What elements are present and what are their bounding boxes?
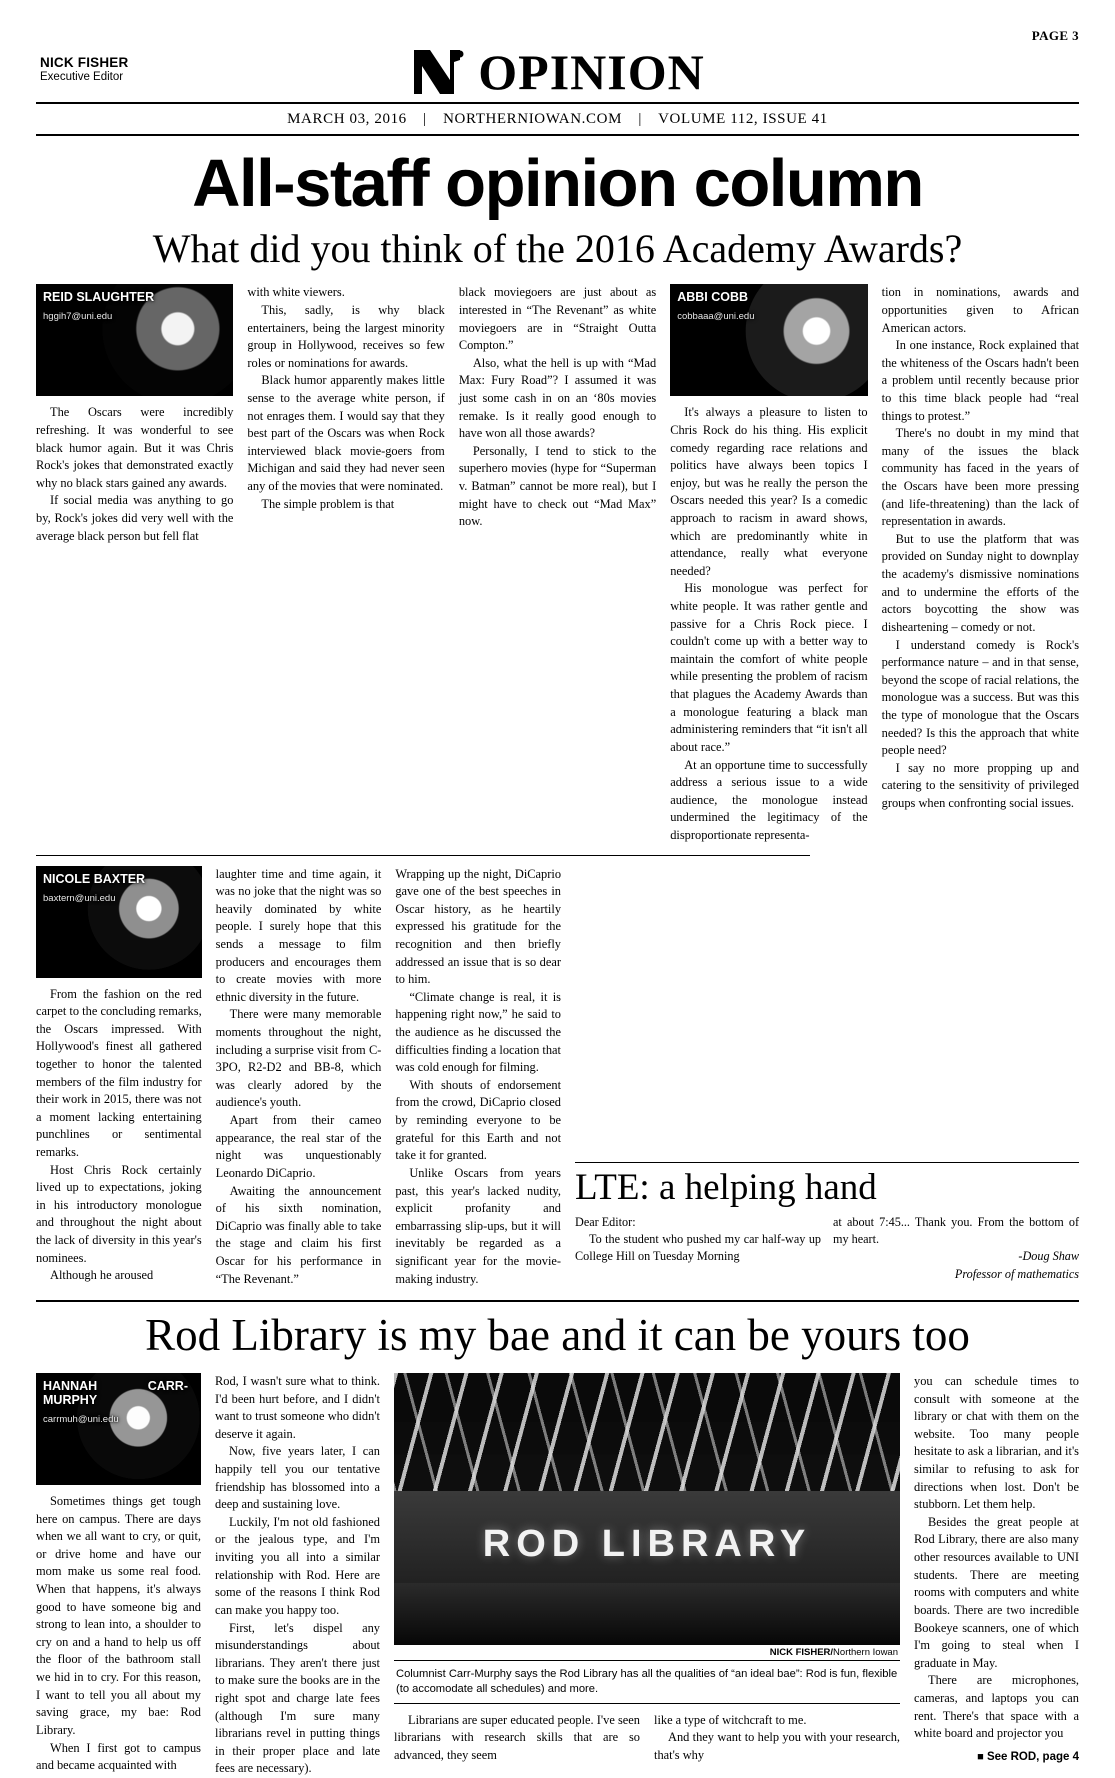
paragraph: To the student who pushed my car half-way up College Hill on Tuesday Morning [575, 1231, 822, 1264]
jump-label: See ROD, page 4 [986, 1750, 1079, 1763]
paragraph: But to use the platform that was provided on Sunday night to downplay the academy's dismissive nominations and to undermine the efforts of the actors boycotting the show was disheartening – comedy or not. [881, 531, 1080, 634]
paragraph: Librarians are super educated people. I've seen librarians with research skills that are so advanced, they seem [394, 1712, 640, 1762]
paragraph: Apart from their cameo appearance, the real star of the night was unquestionably Leonardo DiCaprio. [215, 1113, 382, 1180]
paragraph: First, let's dispel any misunderstandings about librarians. They aren't there just to make sure the books are in the right spot and charge late fees (although I'm sure many librarians revel in putting things in their proper place and late fees are necessary). [215, 1620, 380, 1776]
dateline-sep-1: | [423, 111, 427, 127]
paragraph: Host Chris Rock certainly lived up to expectations, joking in his introductory monologue and throughout the night about the lack of diversity in this year's nominees. [36, 1162, 202, 1265]
paragraph: Besides the great people at Rod Library, there are also many other resources available to UNI students. There are meeting rooms with computers and white boards. There are two incredible Bookeye scanners, one of which I'm going to steal when I graduate in May. [914, 1514, 1079, 1670]
sub-headline: What did you think of the 2016 Academy Awards? [152, 226, 963, 272]
story1-col-7 [216, 866, 382, 1289]
paragraph: Rod, I wasn't sure what to think. I'd been hurt before, and I didn't want to trust someone who didn't deserve it again. [215, 1373, 380, 1441]
page-number: PAGE 3 [1031, 28, 1079, 43]
paragraph: From the fashion on the red carpet to the concluding remarks, the Oscars impressed. With Hollywood's finest all gathered together to honor the talented members of the film industry for their work in 2015, there was not a moment lacking entertaining punchlines or sentimental remarks. [36, 986, 202, 1160]
story1-col-4 [670, 284, 867, 844]
dateline-volume: VOLUME 112, ISSUE 41 [658, 111, 828, 127]
story2-photo-sub-columns [394, 1712, 900, 1765]
dateline-rule [36, 134, 1079, 136]
paragraph: Black humor apparently makes little sense to the average white person, if not enrages them. I would say that they best part of the Oscars was when Rock interviewed black movie-goers from Michigan and said they had never seen any of the movies that were nominated. [247, 373, 445, 494]
paragraph: black moviegoers are just about as interested in “The Revenant” as white moviegoers are in “Straight Outta Compton.” [458, 285, 657, 353]
story1-col-1 [36, 284, 233, 844]
paragraph: And they want to help you with your research, that's why [654, 1730, 900, 1762]
lte-col-left [575, 1214, 821, 1283]
story1-columns-lower [36, 866, 1079, 1289]
story2-columns [36, 1373, 1079, 1778]
section-header [0, 46, 1115, 98]
paragraph: Unlike Oscars from years past, this year's lacked nudity, explicit profanity and embarrassing slip-ups, but it will inevitably be regarded as a significant year for the movie-making industry. [395, 1165, 562, 1286]
story1-col-3 [459, 284, 656, 844]
paragraph: There's no doubt in my mind that many of the issues the black community has faced in the years of the Oscars have been more pressing (and life-threatening) than the lack of representation in awards. [881, 426, 1080, 529]
paragraph: you can schedule times to consult with someone at the library or chat with them on the website. Too many people hesitate to ask a librarian, and it's similar to refusing to ask for directions when lost. Don't be stubborn. Let them help. [914, 1373, 1079, 1512]
byline-photo-reid-slaughter [36, 284, 233, 396]
story1-inner-rule [36, 855, 810, 856]
story1-col-8 [395, 866, 561, 1289]
paragraph: Luckily, I'm not old fashioned or the jealous type, and I'm inviting you all into a similar relationship with Rod. Here are some of the reasons I think Rod can make you happy too. [215, 1514, 380, 1617]
byline-name: NICOLE BAXTER [43, 871, 146, 886]
paragraph: When I first got to campus and became acquainted with [36, 1740, 201, 1773]
paragraph: The simple problem is that [261, 496, 395, 511]
paragraph: Personally, I tend to stick to the superhero movies (hype for “Superman v. Batman” cannot be more real), but I might have to check out “Mad Max” now. [458, 443, 657, 529]
photo-credit-photographer: NICK FISHER/ [769, 1646, 834, 1658]
paragraph: Wrapping up the night, DiCaprio gave one of the best speeches in Oscar history, as he heartily expressed his gratitude for the recognition and then briefly addressed an issue that is so dear to him. [395, 866, 562, 987]
main-headline: All-staff opinion column [192, 146, 923, 221]
story2-col-4 [914, 1373, 1079, 1778]
dateline [0, 104, 1115, 134]
paragraph: Also, what the hell is up with “Mad Max: Fury Road”? I assumed it was just some cash in on an ‘80s movies remake. Is it really good enough to have won all those awards? [458, 355, 657, 441]
byline-email: hggih7@uni.edu [43, 311, 113, 323]
section-title: OPINION [478, 44, 705, 100]
masthead [0, 0, 1115, 100]
paragraph: Awaiting the announcement of his sixth nomination, DiCaprio was finally able to take the stage and claim his first Oscar for his performance in “The Revenant.” [215, 1183, 382, 1286]
jump-marker-icon: ■ [977, 1750, 984, 1763]
photo-ceiling [394, 1373, 900, 1493]
byline-photo-hannah-carr-murphy [36, 1373, 201, 1485]
paragraph: Dear Editor: [575, 1214, 636, 1229]
paragraph: His monologue was perfect for white people. It was rather gentle and passive for a Chris Rock piece. I couldn't come up with a better way to maintain the comfort of white people while presenting the problem of racism that plagues the Academy Awards than a monologue featuring a black man administering reminders that “it isn't all about race.” [670, 581, 868, 754]
paragraph: This, sadly, is why black entertainers, being the largest minority group in Hollywood, receives so few roles or nominations for awards. [247, 302, 445, 370]
paragraph: There are microphones, cameras, and laptops you can rent. There's that space with a white board and projector you [914, 1673, 1079, 1741]
rod-library-photo [394, 1373, 900, 1645]
photo-credit-publication: Northern Iowan [833, 1646, 898, 1658]
lte-signature: -Doug Shaw [1018, 1249, 1080, 1264]
lte-headline: LTE: a helping hand [575, 1166, 877, 1208]
paragraph: I say no more propping up and catering to the sensitivity of privileged groups when confronting social issues. [881, 760, 1080, 810]
paragraph: There were many memorable moments throughout the night, including a surprise visit from C-3PO, R2-D2 and BB-8, which was clearly adored by the audience's youth. [215, 1007, 382, 1110]
paragraph: with white viewers. [247, 285, 345, 300]
paragraph: The Oscars were incredibly refreshing. It was wonderful to see black humor again. But it was Chris Rock's jokes that demonstrated exactly why no black stars gained any awards. [36, 405, 234, 490]
lte-rule [575, 1162, 1079, 1163]
paragraph: at about 7:45... Thank you. From the bottom of my heart. [833, 1214, 1080, 1246]
byline-name: HANNAH CARR-MURPHY [43, 1378, 188, 1407]
story2-photo-block [394, 1373, 900, 1778]
story2-top-rule [36, 1300, 1079, 1302]
story2-col-2 [215, 1373, 380, 1778]
story2-col-3 [394, 1712, 640, 1765]
paragraph: Although he aroused [50, 1268, 154, 1283]
byline-email: carrmuh@uni.edu [43, 1413, 119, 1425]
ni-logo-icon [410, 46, 466, 98]
byline-name: ABBI COBB [677, 290, 749, 305]
story2-headline: Rod Library is my bae and it can be yours too [145, 1310, 970, 1361]
editor-name: NICK FISHER [40, 55, 129, 70]
story1-col-6 [36, 866, 202, 1289]
photo-sign-text: ROD LIBRARY [482, 1522, 812, 1565]
byline-email: cobbaaa@uni.edu [677, 311, 755, 323]
paragraph: With shouts of endorsement from the crowd, DiCaprio closed by reminding everyone to be grateful for this Earth and not take it for granted. [395, 1077, 562, 1163]
editor-title: Executive Editor [40, 70, 124, 83]
dateline-date: MARCH 03, 2016 [287, 111, 407, 127]
byline-email: baxtern@uni.edu [43, 892, 116, 904]
paragraph: laughter time and time again, it was no joke that the night was so heavily dominated by white people. I surely hope that this sends a message to film producers and encourages them to create movies with more ethnic diversity in the future. [215, 866, 382, 1004]
paragraph: “Climate change is real, it is happening right now,” he said to the audience as he discussed the difficulties finding a location that was cold enough for filming. [395, 989, 562, 1075]
byline-photo-abbi-cobb [670, 284, 867, 396]
paragraph: Sometimes things get tough here on campus. There are days when we all want to cry, or quit, or drive home and have our mom make us some real food. When that happens, it's always good to have someone big and strong to lean into, a shoulder to cry on and a hand to help us off the floor of the bathroom stall we hid in to cry. For this reason, I want to tell you all about my saving grace, my bae: Rod Library. [36, 1493, 201, 1737]
dateline-sep-2: | [638, 111, 642, 127]
paragraph: Now, five years later, I can happily tell you our tentative friendship has blossomed into a deep and sustaining love. [215, 1444, 380, 1512]
paragraph: In one instance, Rock explained that the whiteness of the Oscars hadn't been a problem until recently because prior to this time black people had “real things to protest.” [881, 338, 1080, 423]
byline-name: REID SLAUGHTER [43, 290, 155, 305]
paragraph: If social media was anything to go by, Rock's jokes did very well with the average black person but fell flat [36, 493, 234, 543]
lte-block [575, 866, 1079, 1289]
byline-photo-nicole-baxter [36, 866, 202, 978]
photo-floor [394, 1583, 900, 1645]
paragraph: It's always a pleasure to listen to Chris Rock do his thing. His explicit comedy regarding race relations and politics have always been topics I enjoy, but was he really the person the Oscars needed this year? Is a comedic approach to racism in award shows, which are predominantly white in attendance, really what everyone needed? [670, 405, 868, 578]
story1-col-2 [247, 284, 444, 844]
photo-credit [394, 1645, 900, 1658]
paragraph: At an opportune time to successfully address a serious issue to a wide audience, the monologue instead undermined the legitimacy of the disproportionate representa- [670, 757, 868, 842]
paragraph: like a type of witchcraft to me. [654, 1712, 807, 1727]
story2-col-1 [36, 1373, 201, 1778]
story2-col-3b [654, 1712, 900, 1765]
story1-columns [36, 284, 1079, 844]
lte-columns [575, 1214, 1079, 1283]
dateline-website: NORTHERNIOWAN.COM [443, 111, 623, 127]
photo-caption: Columnist Carr-Murphy says the Rod Library has all the qualities of “an ideal bae”: Rod is fun, flexible (to accomodate all schedules) and more. [394, 1660, 900, 1704]
paragraph: tion in nominations, awards and opportunities given to African American actors. [881, 285, 1080, 335]
paragraph: I understand comedy is Rock's performance nature – and in that sense, beyond the scope of racial relations, the monologue was a success. But was this the type of monologue that the Oscars needed? Is this the approach that white people need? [881, 637, 1080, 758]
lte-signature-title: Professor of mathematics [954, 1266, 1080, 1281]
story1-col-5 [882, 284, 1079, 844]
story-jump-line[interactable] [914, 1749, 1079, 1766]
lte-col-right [833, 1214, 1079, 1283]
